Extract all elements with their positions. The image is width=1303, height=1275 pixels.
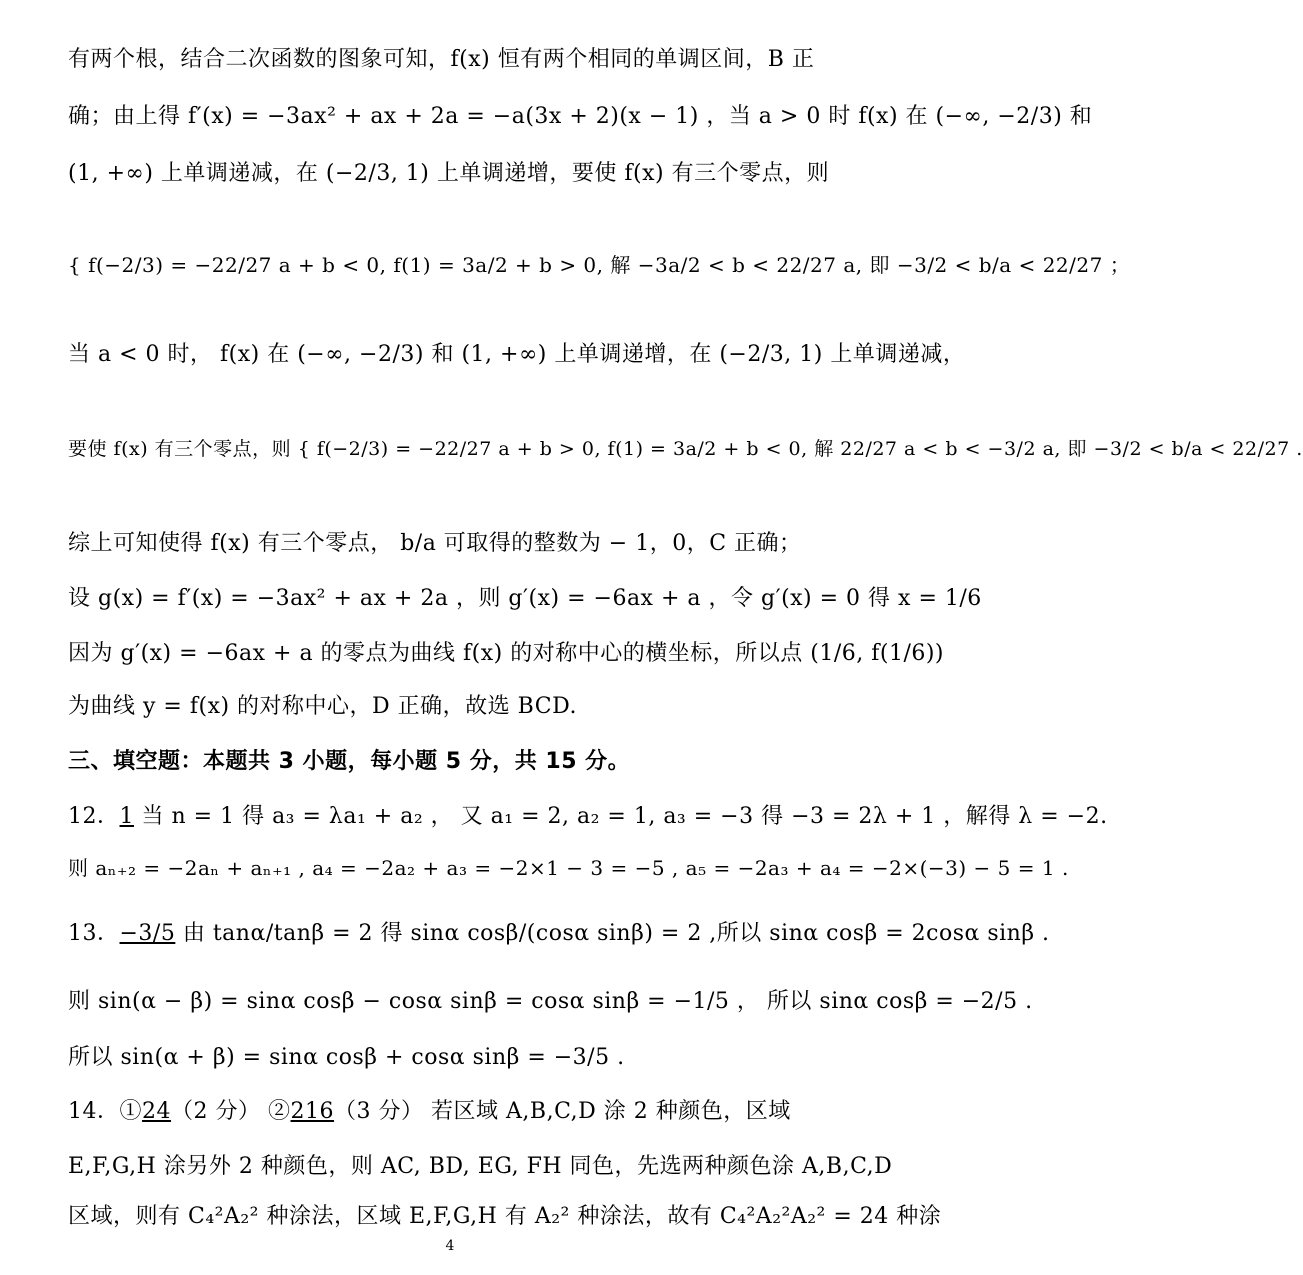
- q13-line-1: [68, 920, 1050, 949]
- text-line-3: (1, +∞) 上单调递减，在 (−2/3, 1) 上单调递增，要使 f(x) 有三个零点，则: [68, 161, 830, 186]
- q14-number: 14．: [68, 1099, 120, 1124]
- q12-line-1: [68, 803, 1108, 832]
- q13-text-1: 由 tanα/tanβ = 2 得 sinα cosβ/(cosα sinβ) = 2 ,所以 sinα cosβ = 2cosα sinβ .: [182, 921, 1050, 946]
- q12-number: 12．: [68, 804, 120, 829]
- q12-line-2: 则 aₙ₊₂ = −2aₙ + aₙ₊₁ , a₄ = −2a₂ + a₃ = −2×1 − 3 = −5 , a₅ = −2a₃ + a₄ = −2×(−3) − 5 = 1 .: [68, 856, 1069, 880]
- text-line-5: 当 a < 0 时， f(x) 在 (−∞, −2/3) 和 (1, +∞) 上单调递增，在 (−2/3, 1) 上单调递减，: [68, 342, 966, 367]
- text-line-2: 确；由上得 f′(x) = −3ax² + ax + 2a = −a(3x + 2)(x − 1) ，当 a > 0 时 f(x) 在 (−∞, −2/3) 和: [68, 104, 1093, 129]
- text-line-7: 综上可知使得 f(x) 有三个零点， b/a 可取得的整数为 − 1，0，C 正确；: [68, 531, 802, 556]
- q14-answer2-mark: ②: [268, 1099, 291, 1124]
- q14-line-3: 区域，则有 C₄²A₂² 种涂法，区域 E,F,G,H 有 A₂² 种涂法，故有 C₄²A₂²A₂² = 24 种涂: [68, 1204, 942, 1229]
- q14-answer1: 24: [142, 1099, 172, 1124]
- q12-answer: 1: [119, 804, 134, 829]
- q13-number: 13．: [68, 921, 120, 946]
- q12-text-1: 当 n = 1 得 a₃ = λa₁ + a₂ ， 又 a₁ = 2, a₂ = 1, a₃ = −3 得 −3 = 2λ + 1 ，解得 λ = −2.: [141, 804, 1108, 829]
- text-line-8: 设 g(x) = f′(x) = −3ax² + ax + 2a ，则 g′(x) = −6ax + a ，令 g′(x) = 0 得 x = 1/6: [68, 586, 982, 611]
- q14-answer1-mark: ①: [119, 1099, 143, 1124]
- section-heading: 三、填空题：本题共 3 小题，每小题 5 分，共 15 分。: [68, 749, 631, 774]
- text-line-9: 因为 g′(x) = −6ax + a 的零点为曲线 f(x) 的对称中心的横坐标，所以点 (1/6, f(1/6)): [68, 641, 945, 666]
- q13-line-3: 所以 sin(α + β) = sinα cosβ + cosα sinβ = −3/5 .: [68, 1045, 625, 1070]
- text-line-4-system: { f(−2/3) = −22/27 a + b < 0, f(1) = 3a/2 + b > 0, 解 −3a/2 < b < 22/27 a, 即 −3/2 < b/a < 22/27 ；: [68, 253, 1131, 277]
- q14-text-1: 若区域 A,B,C,D 涂 2 种颜色，区域: [431, 1099, 791, 1124]
- q14-answer2-score: （3 分）: [334, 1099, 424, 1124]
- q14-answer1-score: （2 分）: [171, 1099, 261, 1124]
- q13-answer: −3/5: [119, 921, 176, 946]
- q14-line-2: E,F,G,H 涂另外 2 种颜色，则 AC, BD, EG, FH 同色，先选两种颜色涂 A,B,C,D: [68, 1154, 893, 1179]
- q14-line-1: [68, 1098, 845, 1127]
- page-number: 4: [445, 1238, 455, 1254]
- text-line-10: 为曲线 y = f(x) 的对称中心，D 正确，故选 BCD.: [68, 694, 577, 719]
- q13-line-2: 则 sin(α − β) = sinα cosβ − cosα sinβ = cosα sinβ = −1/5 ， 所以 sinα cosβ = −2/5 .: [68, 989, 1033, 1014]
- q14-answer2: 216: [290, 1099, 335, 1124]
- text-line-6-system: 要使 f(x) 有三个零点，则 { f(−2/3) = −22/27 a + b > 0, f(1) = 3a/2 + b < 0, 解 22/27 a < b < −3/2 a, 即 −3/2 < b/a < 22/27 .: [68, 438, 1303, 460]
- text-line-1: 有两个根，结合二次函数的图象可知，f(x) 恒有两个相同的单调区间，B 正: [68, 47, 815, 72]
